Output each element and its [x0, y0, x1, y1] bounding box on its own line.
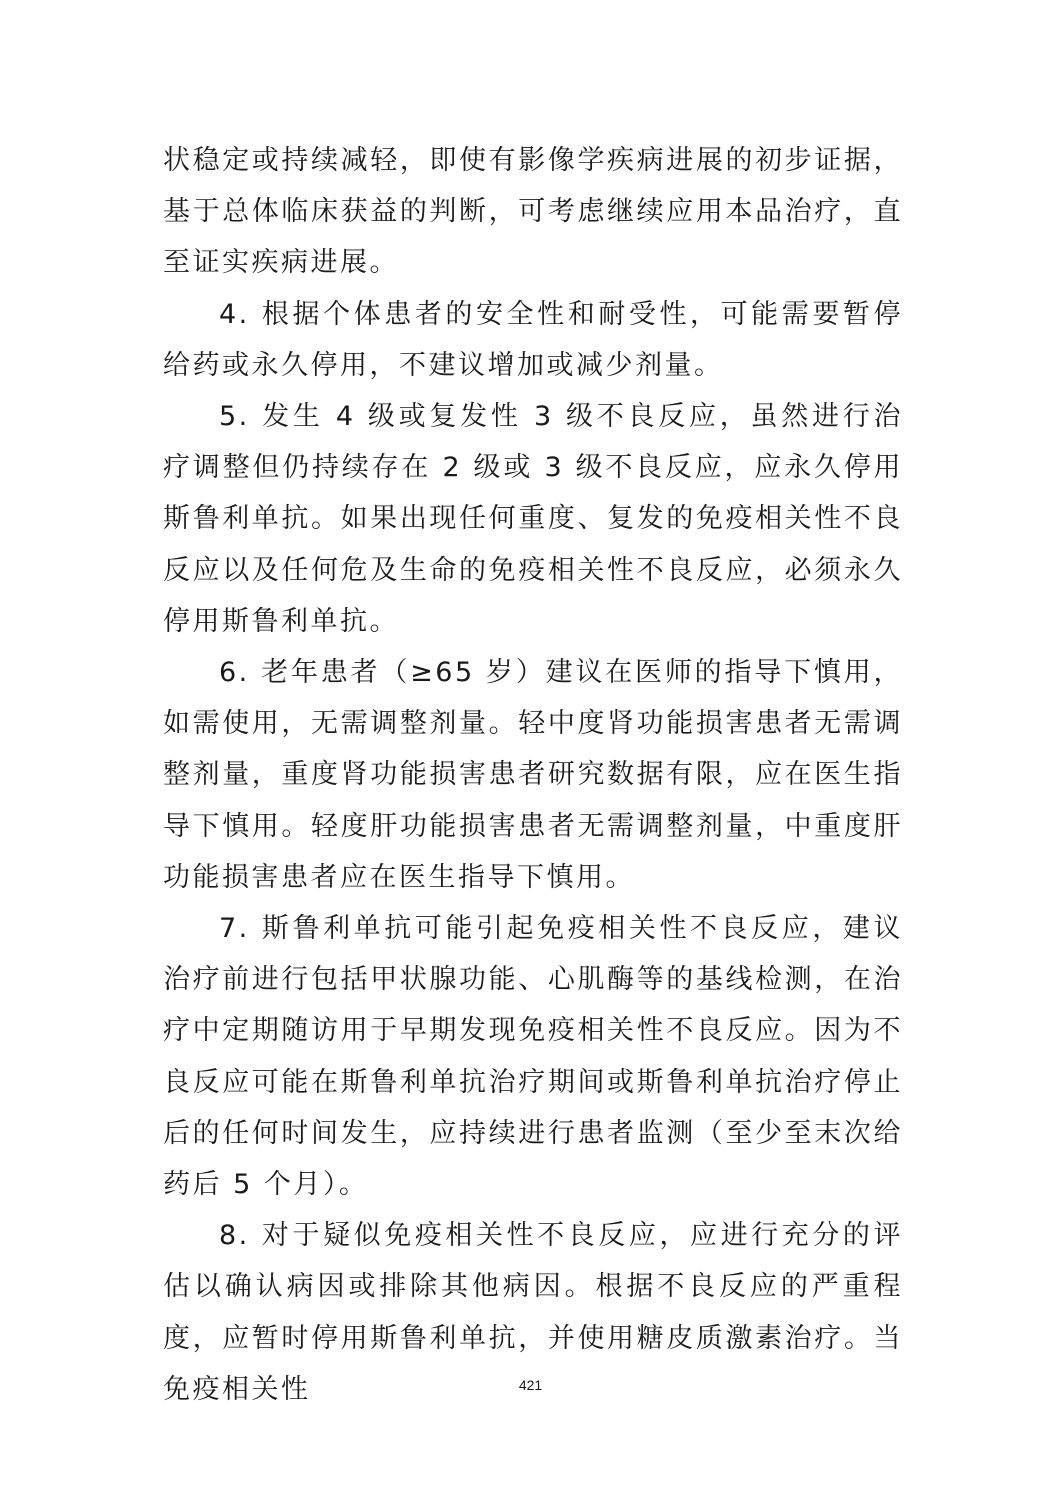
paragraph-item-7: 7. 斯鲁利单抗可能引起免疫相关性不良反应，建议治疗前进行包括甲状腺功能、心肌酶等的基线检测，在治疗中定期随访用于早期发现免疫相关性不良反应。因为不良反应可能在斯鲁利单抗治疗期间或斯鲁利单抗治疗停止后的任何时间发生，应持续进行患者监测（至少至末次给药后 5 个月）。	[163, 913, 903, 1201]
paragraph-item-5: 5. 发生 4 级或复发性 3 级不良反应，虽然进行治疗调整但仍持续存在 2 级或 3 级不良反应，应永久停用斯鲁利单抗。如果出现任何重度、复发的免疫相关性不良反应以及任何危及生命的免疫相关性不良反应，必须永久停用斯鲁利单抗。	[163, 401, 903, 637]
page-number: 421	[518, 1377, 543, 1393]
body-text	[163, 135, 903, 1415]
paragraph-item-4: 4. 根据个体患者的安全性和耐受性，可能需要暂停给药或永久停用，不建议增加或减少剂量。	[163, 298, 903, 381]
paragraph-item-6: 6. 老年患者（≥65 岁）建议在医师的指导下慎用，如需使用，无需调整剂量。轻中度肾功能损害患者无需调整剂量，重度肾功能损害患者研究数据有限，应在医生指导下慎用。轻度肝功能损害患者无需调整剂量，中重度肝功能损害患者应在医生指导下慎用。	[163, 657, 903, 893]
paragraph-continued: 状稳定或持续减轻，即使有影像学疾病进展的初步证据，基于总体临床获益的判断，可考虑继续应用本品治疗，直至证实疾病进展。	[163, 145, 903, 279]
paragraph-item-8: 8. 对于疑似免疫相关性不良反应，应进行充分的评估以确认病因或排除其他病因。根据不良反应的严重程度，应暂时停用斯鲁利单抗，并使用糖皮质激素治疗。当免疫相关性	[163, 1220, 903, 1405]
